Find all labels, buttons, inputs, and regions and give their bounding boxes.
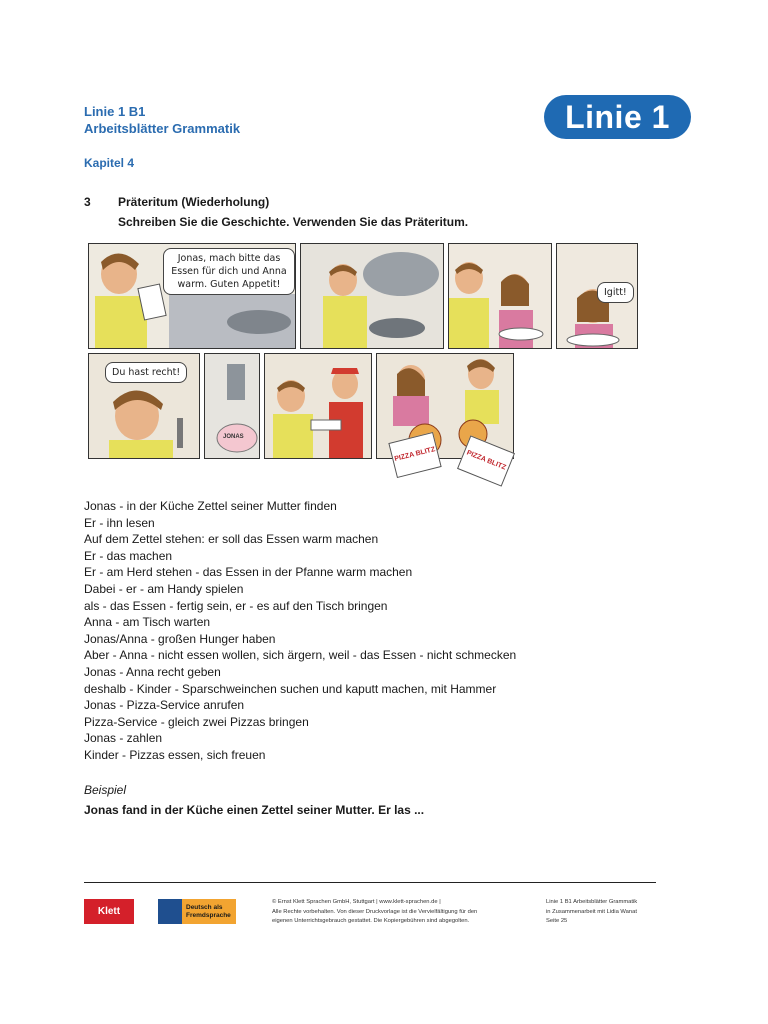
footer-divider — [84, 882, 656, 883]
story-line: Er - am Herd stehen - das Essen in der Pfanne warm machen — [84, 565, 413, 580]
header-title: Linie 1 B1 — [84, 104, 146, 119]
story-line: Jonas - Anna recht geben — [84, 664, 221, 679]
comic-panel-2-drawing — [301, 244, 443, 348]
comic-panel-6 — [204, 353, 260, 459]
klett-logo — [84, 899, 134, 924]
comic-panel-7 — [264, 353, 372, 459]
linie1-logo: Linie 1 — [544, 95, 691, 139]
footer-mid-line: eigenen Unterrichtsgebrauch gestattet. Die Kopiergebühren sind abgegolten. — [272, 918, 470, 924]
header-subtitle: Arbeitsblätter Grammatik — [84, 121, 241, 136]
story-line: Jonas - in der Küche Zettel seiner Mutter finden — [84, 499, 337, 513]
story-line: deshalb - Kinder - Sparschweinchen suchen und kaputt machen, mit Hammer — [84, 681, 497, 696]
task-title: Präteritum (Wiederholung) — [118, 195, 270, 209]
comic-panel-3 — [448, 243, 552, 349]
daf-logo-line-1: Deutsch als — [186, 903, 223, 911]
piggy-label: JONAS — [223, 434, 244, 440]
comic-panel-7-drawing — [265, 354, 371, 458]
speech-bubble-recht: Du hast recht! — [105, 362, 187, 383]
story-line: Jonas/Anna - großen Hunger haben — [84, 631, 276, 646]
daf-logo-line-2: Fremdsprache — [186, 911, 231, 919]
example-text: Jonas fand in der Küche einen Zettel seiner Mutter. Er las ... — [84, 803, 425, 817]
story-line: Jonas - zahlen — [84, 731, 163, 746]
story-line: Jonas - Pizza-Service anrufen — [84, 698, 245, 713]
story-line: Dabei - er - am Handy spielen — [84, 581, 244, 596]
comic-panel-1 — [88, 243, 296, 349]
story-line: als - das Essen - fertig sein, er - es auf den Tisch bringen — [84, 598, 388, 613]
story-line: Aber - Anna - nicht essen wollen, sich ärgern, weil - das Essen - nicht schmecken — [84, 648, 517, 663]
story-prompts — [84, 498, 516, 764]
task-instruction: Schreiben Sie die Geschichte. Verwenden Sie das Präteritum. — [118, 215, 469, 229]
footer-copyright — [272, 898, 522, 927]
footer-mid-line: © Ernst Klett Sprachen GmbH, Stuttgart | www.klett-sprachen.de | — [272, 899, 441, 905]
story-line: Er - das machen — [84, 548, 173, 563]
footer-mid-line: Alle Rechte vorbehalten. Von dieser Druckvorlage ist die Vervielfältigung für den — [272, 908, 478, 915]
comic-panel-5 — [88, 353, 200, 459]
story-line: Er - ihn lesen — [84, 515, 155, 530]
story-line: Pizza-Service - gleich zwei Pizzas bringen — [84, 714, 309, 729]
speech-bubble-igitt: Igitt! — [597, 282, 634, 303]
klett-logo-text: Klett — [97, 906, 121, 917]
comic-panel-3-drawing — [449, 244, 551, 348]
comic-strip — [88, 243, 648, 487]
speech-bubble-mother: Jonas, mach bitte das Essen für dich und Anna warm. Guten Appetit! — [163, 248, 295, 295]
task-number: 3 — [84, 195, 91, 209]
footer-right-line: in Zusammenarbeit mit Lidia Wanat — [546, 908, 637, 915]
story-line: Auf dem Zettel stehen: er soll das Essen warm machen — [84, 532, 379, 547]
comic-panel-2 — [300, 243, 444, 349]
story-line: Kinder - Pizzas essen, sich freuen — [84, 747, 266, 762]
story-line: Anna - am Tisch warten — [84, 615, 211, 630]
daf-logo-stripe — [158, 899, 182, 924]
example-label: Beispiel — [84, 783, 127, 797]
chapter-label: Kapitel 4 — [84, 156, 135, 170]
pizza-box-2-label: PIZZA BLITZ — [465, 449, 507, 472]
footer-right-line: Linie 1 B1 Arbeitsblätter Grammatik — [546, 899, 638, 905]
pizza-box-1-label: PIZZA BLITZ — [393, 446, 436, 463]
comic-panel-6-drawing — [205, 354, 259, 458]
comic-panel-4 — [556, 243, 638, 349]
footer-source — [546, 898, 666, 927]
daf-logo — [158, 899, 236, 924]
page-number: Seite 25 — [546, 918, 568, 924]
